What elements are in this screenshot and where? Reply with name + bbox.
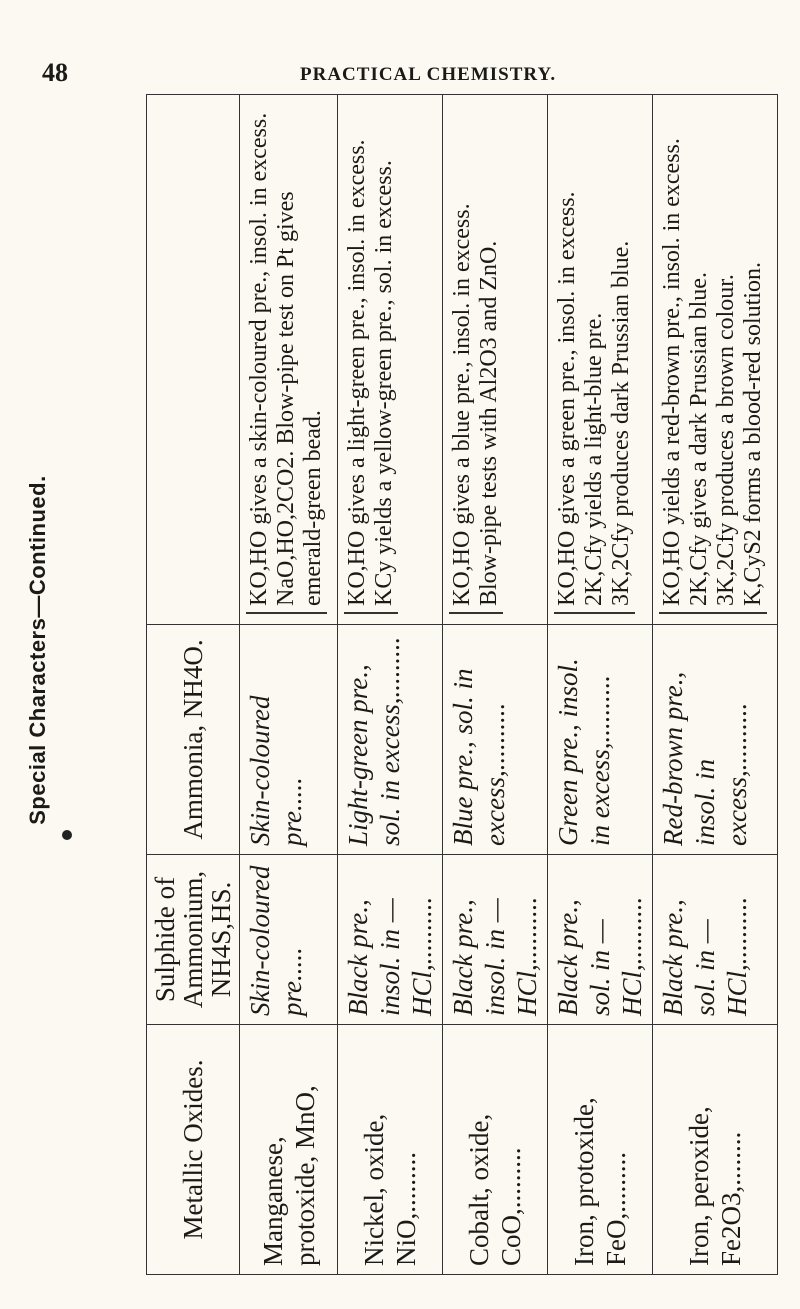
table-row [240, 95, 338, 1275]
test-group [554, 105, 635, 614]
ammonia-reaction-text: Red-brown pre., insol. in excess,.......... [658, 671, 752, 846]
test-line: 3K,2Cfy produces dark Prussian blue. [608, 240, 634, 606]
sulphide-reaction [338, 855, 443, 1025]
test-line: KO,HO gives a light-green pre., insol. in excess. [344, 139, 370, 606]
further-tests [338, 95, 443, 625]
test-line: KO,HO gives a skin-coloured pre., insol. in excess. [246, 112, 272, 606]
header-sulphide-of-ammonium: Sulphide of Ammonium, NH4S,HS. [147, 855, 240, 1025]
further-tests [240, 95, 338, 625]
ammonia-reaction [443, 625, 548, 855]
table-header-row [147, 95, 240, 1275]
page-number: 48 [42, 58, 68, 87]
ammonia-reaction-text: Green pre., insol. in excess,.......... [553, 658, 615, 846]
table-row [338, 95, 443, 1275]
sulphide-reaction [240, 855, 338, 1025]
test-line: 3K,2Cfy produces a brown colour. [713, 274, 739, 606]
oxide-name-text: Nickel, oxide, NiO,......... [359, 1113, 421, 1266]
header-tests [147, 95, 240, 625]
sulphide-reaction-text: Skin-coloured pre..... [245, 865, 307, 1016]
test-group [344, 105, 398, 614]
table-row [443, 95, 548, 1275]
test-line: Blow-pipe tests with Al2O3 and ZnO. [476, 240, 502, 606]
ammonia-reaction [240, 625, 338, 855]
sulphide-reaction-text: Black pre., insol. in —HCl,.......... [448, 896, 542, 1016]
sulphide-reaction [548, 855, 653, 1025]
further-tests [443, 95, 548, 625]
characters-table [146, 95, 766, 1275]
oxide-name-text: Cobalt, oxide, CoO,......... [464, 1113, 526, 1266]
oxide-name-text: Manganese, protoxide, MnO, [257, 1085, 320, 1266]
header-ammonia: Ammonia, NH4O. [147, 625, 240, 855]
oxide-name [443, 1025, 548, 1275]
test-line: NaO,HO,2CO2. Blow-pipe test on Pt gives emerald-green bead. [273, 191, 326, 606]
table-row [548, 95, 653, 1275]
section-title: Special Characters—Continued. [25, 475, 50, 825]
oxide-name [240, 1025, 338, 1275]
oxide-name [548, 1025, 653, 1275]
sulphide-reaction [443, 855, 548, 1025]
test-line: KO,HO gives a blue pre., insol. in excess. [449, 203, 475, 606]
ammonia-reaction [548, 625, 653, 855]
ammonia-reaction [338, 625, 443, 855]
sulphide-reaction [653, 855, 778, 1025]
ammonia-reaction-text: Skin-coloured pre..... [245, 695, 307, 846]
test-line: 2K,Cfy yields a light-blue pre. [581, 312, 607, 606]
sulphide-reaction-text: Black pre., sol. in —HCl,.......... [553, 896, 647, 1016]
test-line: KO,HO yields a red-brown pre., insol. in excess. [659, 138, 685, 606]
test-line: K,CyS2 forms a blood-red solution. [740, 262, 766, 606]
further-tests [548, 95, 653, 625]
ink-dot [62, 830, 72, 840]
test-group [246, 105, 327, 614]
oxide-name-text: Iron, protoxide, FeO,......... [569, 1097, 631, 1266]
test-group [449, 105, 503, 614]
sulphide-reaction-text: Black pre., sol. in —HCl,.......... [658, 896, 752, 1016]
test-line: KCy yields a yellow-green pre., sol. in excess. [371, 160, 397, 606]
sulphide-reaction-text: Black pre., insol. in —HCl,.......... [343, 896, 437, 1016]
test-line: 2K,Cfy gives a dark Prussian blue. [686, 272, 712, 606]
further-tests [653, 95, 778, 625]
table-row [653, 95, 778, 1275]
test-line: KO,HO gives a green pre., insol. in excess. [554, 191, 580, 606]
header-metallic-oxides: Metallic Oxides. [147, 1025, 240, 1275]
ammonia-reaction-text: Blue pre., sol. in excess,.......... [448, 668, 510, 846]
oxide-name [653, 1025, 778, 1275]
oxide-name-text: Iron, peroxide, Fe2O3,........ [684, 1106, 746, 1266]
running-head: PRACTICAL CHEMISTRY. [300, 64, 557, 85]
test-group [659, 105, 767, 614]
ammonia-reaction-text: Light-green pre., sol. in excess,......... [343, 636, 405, 846]
ammonia-reaction [653, 625, 778, 855]
oxide-name [338, 1025, 443, 1275]
